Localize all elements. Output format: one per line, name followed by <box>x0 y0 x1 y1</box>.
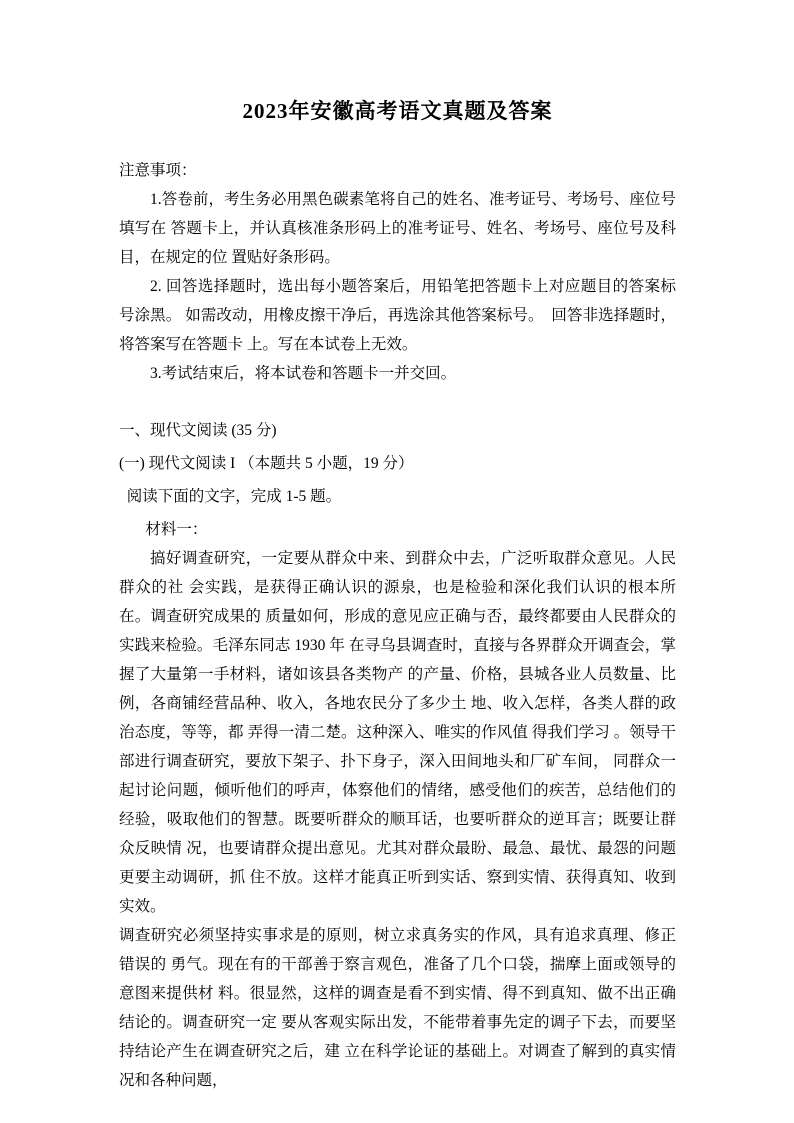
document-title: 2023年安徽高考语文真题及答案 <box>242 99 553 123</box>
notice-item-3: 3.考试结束后，将本试卷和答题卡一并交回。 <box>150 365 457 383</box>
material-one-label: 材料一： <box>145 521 208 539</box>
notice-section <box>119 156 676 388</box>
notice-item-1: 1.答卷前，考生务必用黑色碳素笔将自己的姓名、准考证号、考场号、座位号填写在 答题卡上，并认真核准条形码上的准考证号、姓名、考场号、座位号及科目，在规定的位 置贴好条形码。 <box>119 191 676 267</box>
reading-instruction: 阅读下面的文字，完成 1-5 题。 <box>126 488 342 506</box>
material-paragraph-1: 搞好调查研究，一定要从群众中来、到群众中去，广泛听取群众意见。人民群众的社 会实践，是获得正确认识的源泉，也是检验和深化我们认识的根本所在。调查研究成果的 质量如何，形成的意见应正确与否，最终都要由人民群众的实践来检验。毛泽东同志 1930 年 在寻乌县调查时，直接与各界群众开调查会，掌握了大量第一手材料，诸如该县各类物产 的产量、价格，县城各业人员数量、比例，各商铺经营品种、收入，各地农民分了多少土 地、收入怎样，各类人群的政 治态度，等等，都 弄得一清二楚。这种深入、唯实的作风值 得我们学习 。领导干部进行调查研究，要放下架子、扑下身子，深入田间地头和厂矿车间， 同群众一起讨论问题，倾听他们的呼声，体察他们的情绪，感受他们的疾苦，总结他们的 经验，吸取他们的智慧。既要听群众的顺耳话，也要听群众的逆耳言；既要让群众反映情 况，也要请群众提出意见。尤其对群众最盼、最急、最忧、最怨的问题更要主动调研，抓 住不放。这样才能真正听到实话、察到实情、获得真知、收到实效。 <box>119 550 676 916</box>
section-heading: 一、现代文阅读 (35 分) <box>119 422 277 440</box>
material-paragraph-2: 调查研究必须坚持实事求是的原则，树立求真务实的作风，具有追求真理、修正错误的 勇气。现在有的干部善于察言观色，准备了几个口袋，揣摩上面或领导的意图来提供材 料。很显然，这样的调查是看不到实情、得不到真知、做不出正确结论的。调查研究一定 要从客观实际出发，不能带着事先定的调子下去，而要坚持结论产生在调查研究之后，建 立在科学论证的基础上。对调查了解到的真实情况和各种问题， <box>119 927 676 1090</box>
subsection-heading: (一) 现代文阅读 I （本题共 5 小题，19 分） <box>119 455 414 473</box>
notice-item-2: 2. 回答选择题时，选出每小题答案后，用铅笔把答题卡上对应题目的答案标号涂黑。 如需改动，用橡皮擦干净后，再选涂其他答案标号。 回答非选择题时，将答案写在答题卡 上。写在本试卷上无效。 <box>119 278 676 354</box>
section-modern-text-reading <box>119 416 676 1095</box>
notice-heading: 注意事项： <box>119 162 197 180</box>
